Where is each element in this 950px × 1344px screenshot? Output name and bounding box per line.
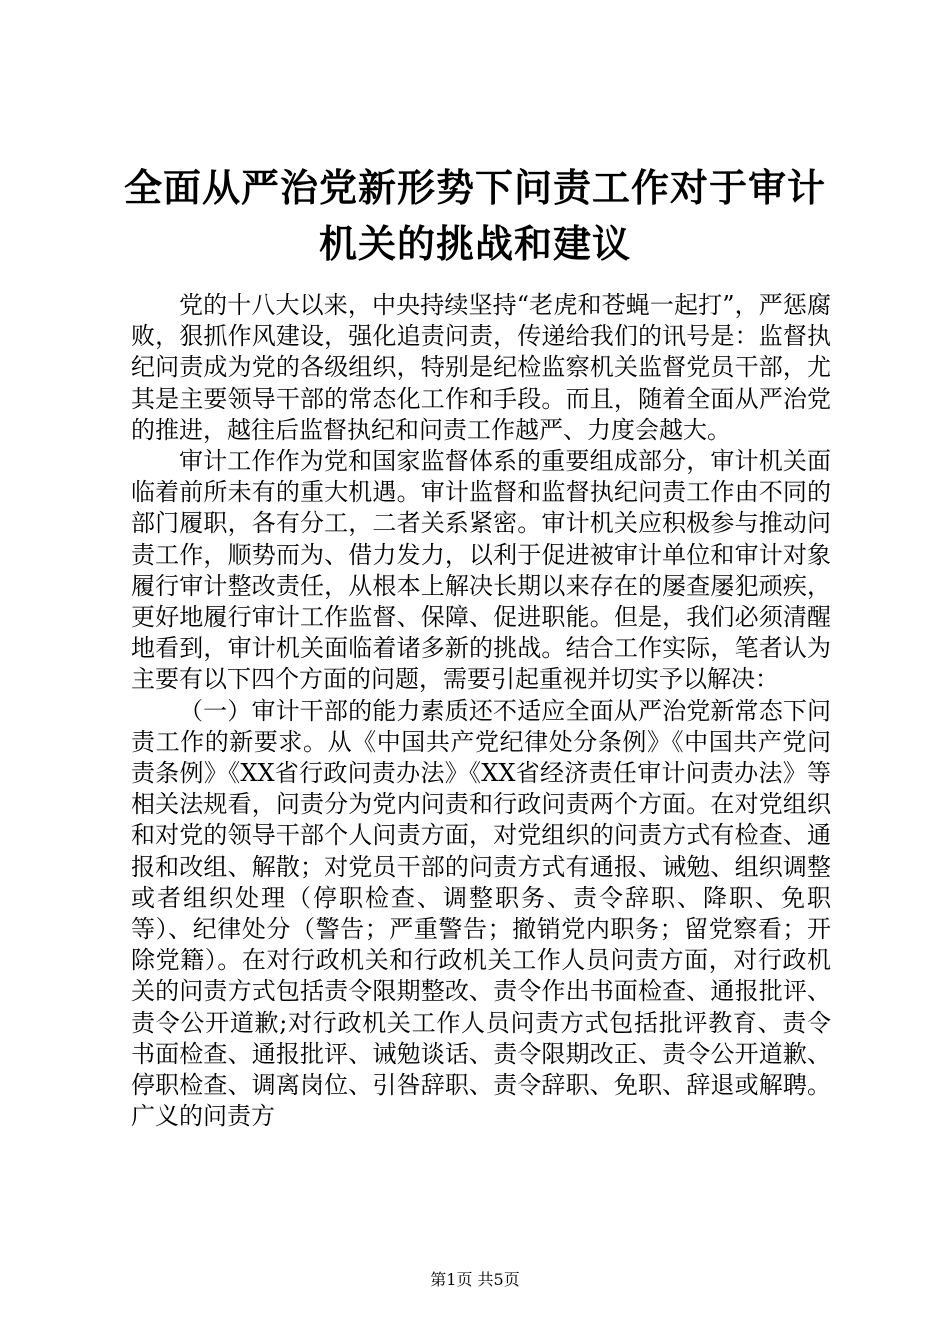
document-title: 全面从严治党新形势下问责工作对于审计机关的挑战和建议 [123, 165, 826, 266]
paragraph-1: 党的十八大以来，中央持续坚持“老虎和苍蝇一起打”，严惩腐败，狠抓作风建设，强化追责问责，传递给我们的讯号是：监督执纪问责成为党的各级组织，特别是纪检监察机关监督党员干部，尤其是主要领导干部的常态化工作和手段。而且，随着全面从严治党的推进，越往后监督执纪和问责工作越严、力度会越大。 [131, 291, 831, 444]
paragraph-3: （一）审计干部的能力素质还不适应全面从严治党新常态下问责工作的新要求。从《中国共产党纪律处分条例》《中国共产党问责条例》《XX省行政问责办法》《XX省经济责任审计问责办法》等相关法规看，问责分为党内问责和行政问责两个方面。在对党组织和对党的领导干部个人问责方面，对党组织的问责方式有检查、通报和改组、解散；对党员干部的问责方式有通报、诫勉、组织调整或者组织处理（停职检查、调整职务、责令辞职、降职、免职等）、纪律处分（警告；严重警告；撤销党内职务；留党察看；开除党籍）。在对行政机关和行政机关工作人员问责方面，对行政机关的问责方式包括责令限期整改、责令作出书面检查、通报批评、责令公开道歉;对行政机关工作人员问责方式包括批评教育、责令书面检查、通报批评、诫勉谈话、责令限期改正、责令公开道歉、停职检查、调离岗位、引咎辞职、责令辞职、免职、辞退或解聘。广义的问责方 [131, 696, 831, 1131]
paragraph-2: 审计工作作为党和国家监督体系的重要组成部分，审计机关面临着前所未有的重大机遇。审计监督和监督执纪问责工作由不同的部门履职，各有分工，二者关系紧密。审计机关应积极参与推动问责工作，顺势而为、借力发力，以利于促进被审计单位和审计对象履行审计整改责任，从根本上解决长期以来存在的屡查屡犯顽疾，更好地履行审计工作监督、保障、促进职能。但是，我们必须清醒地看到，审计机关面临着诸多新的挑战。结合工作实际，笔者认为主要有以下四个方面的问题，需要引起重视并切实予以解决： [131, 447, 831, 694]
document-body [131, 290, 831, 1132]
page-footer: 第1页 共5页 [430, 1270, 520, 1289]
